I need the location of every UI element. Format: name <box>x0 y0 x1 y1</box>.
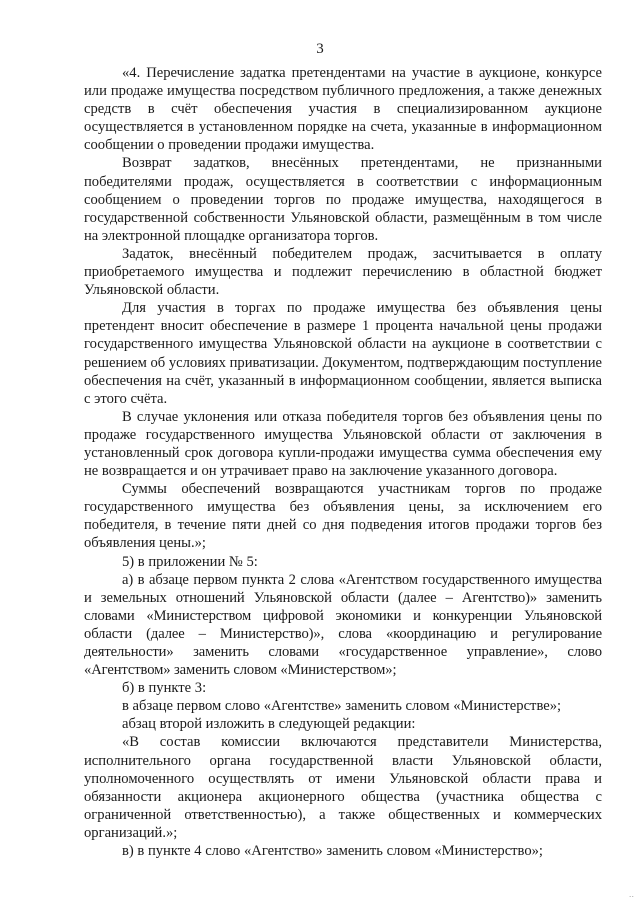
paragraph-item-4: в) в пункте 4 слово «Агентство» заменить словом «Министерство»; <box>122 843 543 860</box>
paragraph-winner-deposit: Задаток, внесённый победителем продаж, засчитывается в оплату приобретаемого имущества и подлежит перечислению в областной бюджет Ульяновской области. <box>84 245 602 299</box>
paragraph-appendix-5: 5) в приложении № 5: <box>122 553 258 570</box>
paragraph-commission-composition: «В состав комиссии включаются представители Министерства, исполнительного органа государственной власти Ульяновской области, уполномоченного осуществлять от имени Ульяновской области права и обязанности акционера акционерного общества (участника общества с ограниченной ответственностью), а также общественных и коммерческих организаций.»; <box>84 734 602 841</box>
paragraph-item-2-amendment: а) в абзаце первом пункта 2 слова «Агентством государственного имущества и земельных отношений Ульяновской области (далее – Агентство)» заменить словами «Министерством цифровой экономики и конкуренции Ульяновской области (далее – Министерство)», слова «координацию и регулирование деятельности» заменить словами «государственное управление», слово «Агентством» заменить словом «Министерством»; <box>84 571 602 679</box>
paragraph-security-payment: Для участия в торгах по продаже имущества без объявления цены претендент вносит обеспечение в размере 1 процента начальной цены продажи государственного имущества Ульяновской области на аукционе в соответствии с решением об условиях приватизации. Документом, подтверждающим поступление обеспечения на счёт, указанный в информационном сообщении, является выписка с этого счёта. <box>84 300 602 407</box>
page-number: 3 <box>316 41 324 57</box>
paragraph-winner-refusal: В случае уклонения или отказа победителя торгов без объявления цены по продаже государственного имущества Ульяновской области от заключения в установленный срок договора купли-продажи имущества сумма обеспечения ему не возвращается и он утрачивает право на заключение указанного договора. <box>84 408 602 480</box>
paragraph-security-return: Суммы обеспечений возвращаются участникам торгов по продаже государственного имущества без объявления цены, за исключением его победителя, в течение пяти дней со дня подведения итогов продажи торгов без объявления цены.»; <box>84 481 602 552</box>
paragraph-deposit-return: Возврат задатков, внесённых претендентами, не признанными победителями продаж, осуществляется в соответствии с информационным сообщением о проведении торгов по продаже имущества, находящегося в государственной собственности Ульяновской области, размещённым в том числе на электронной площадке организатора торгов. <box>84 155 602 244</box>
paragraph-first-abzac: в абзаце первом слово «Агентстве» заменить словом «Министерстве»; <box>122 698 562 715</box>
scan-mark: .. <box>628 890 634 899</box>
paragraph-deposit-transfer: «4. Перечисление задатка претендентами на участие в аукционе, конкурсе или продаже имущества посредством публичного предложения, а также денежных средств в счёт обеспечения участия в специализированном аукционе осуществляется в установленном порядке на счета, указанные в информационном сообщении о проведении продажи имущества. <box>84 65 602 154</box>
paragraph-item-3: б) в пункте 3: <box>122 680 207 697</box>
document-body <box>84 64 602 860</box>
paragraph-second-abzac: абзац второй изложить в следующей редакции: <box>122 716 416 733</box>
